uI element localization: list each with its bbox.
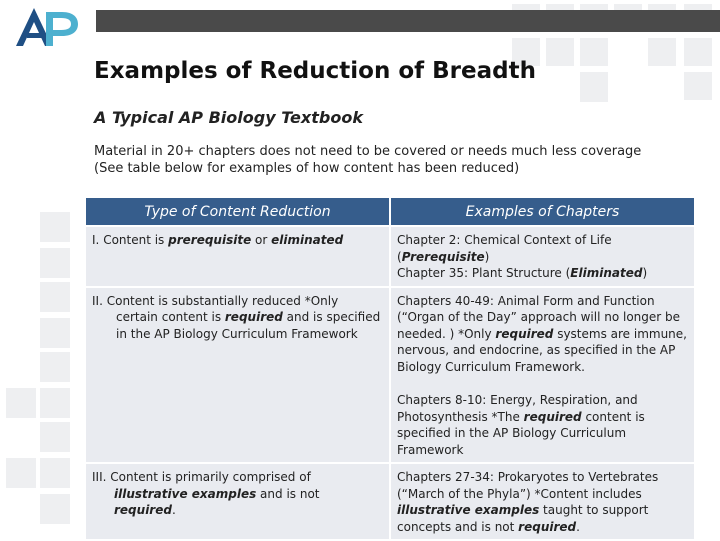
reduction-type-text: III. Content is primarily comprised of illustrative examples and is not required. bbox=[92, 470, 320, 517]
background-square bbox=[684, 38, 712, 66]
intro-text: Material in 20+ chapters does not need to be covered or needs much less coverage (See table below for examples of how content has been reduced) bbox=[94, 144, 642, 176]
header-bar bbox=[96, 10, 720, 32]
background-square bbox=[580, 38, 608, 66]
background-square bbox=[40, 282, 70, 312]
background-square bbox=[648, 38, 676, 66]
example-paragraph: Chapters 8-10: Energy, Respiration, and Photosynthesis *The required content is specified in the AP Biology Curriculum Framework bbox=[397, 393, 645, 457]
table-header-row bbox=[86, 198, 694, 225]
reduction-table bbox=[84, 196, 696, 541]
background-square bbox=[40, 352, 70, 382]
header-examples-of-chapters: Examples of Chapters bbox=[391, 198, 694, 225]
background-square bbox=[40, 388, 70, 418]
background-square bbox=[684, 72, 712, 100]
examples-cell bbox=[391, 288, 694, 463]
header-type-of-content-reduction: Type of Content Reduction bbox=[86, 198, 389, 225]
ap-logo-mark bbox=[14, 6, 84, 48]
background-square bbox=[40, 318, 70, 348]
reduction-type-text: II. Content is substantially reduced *Only certain content is required and is specified in the AP Biology Curriculum Framework bbox=[92, 293, 381, 341]
reduction-type-cell bbox=[86, 464, 389, 539]
ap-logo bbox=[14, 6, 84, 48]
background-square bbox=[40, 248, 70, 278]
background-square bbox=[6, 388, 36, 418]
background-square bbox=[40, 494, 70, 524]
reduction-type-cell bbox=[86, 227, 389, 286]
background-square bbox=[40, 212, 70, 242]
example-paragraph: Chapters 27-34: Prokaryotes to Vertebrates (“March of the Phyla”) *Content includes illustrative examples taught to support concepts and is not required. bbox=[397, 470, 659, 534]
page-title: Examples of Reduction of Breadth bbox=[94, 58, 536, 84]
background-square bbox=[6, 458, 36, 488]
background-square bbox=[546, 38, 574, 66]
example-line: Chapter 35: Plant Structure (Eliminated) bbox=[397, 266, 648, 280]
table-row bbox=[86, 464, 694, 539]
background-square bbox=[40, 422, 70, 452]
examples-cell bbox=[391, 227, 694, 286]
background-square bbox=[580, 72, 608, 102]
example-paragraph: Chapters 40-49: Animal Form and Function (“Organ of the Day” approach will no longer be needed. ) *Only required systems are immune, nervous, and endocrine, as specified in the AP Biology Curriculum Framework. bbox=[397, 293, 687, 374]
reduction-type-cell bbox=[86, 288, 389, 463]
example-line: Chapter 2: Chemical Context of Life (Prerequisite) bbox=[397, 233, 612, 264]
page-subtitle: A Typical AP Biology Textbook bbox=[94, 108, 363, 127]
reduction-type-text: I. Content is prerequisite or eliminated bbox=[92, 233, 344, 247]
examples-cell bbox=[391, 464, 694, 539]
background-square bbox=[40, 458, 70, 488]
table-row bbox=[86, 227, 694, 286]
table-row bbox=[86, 288, 694, 463]
